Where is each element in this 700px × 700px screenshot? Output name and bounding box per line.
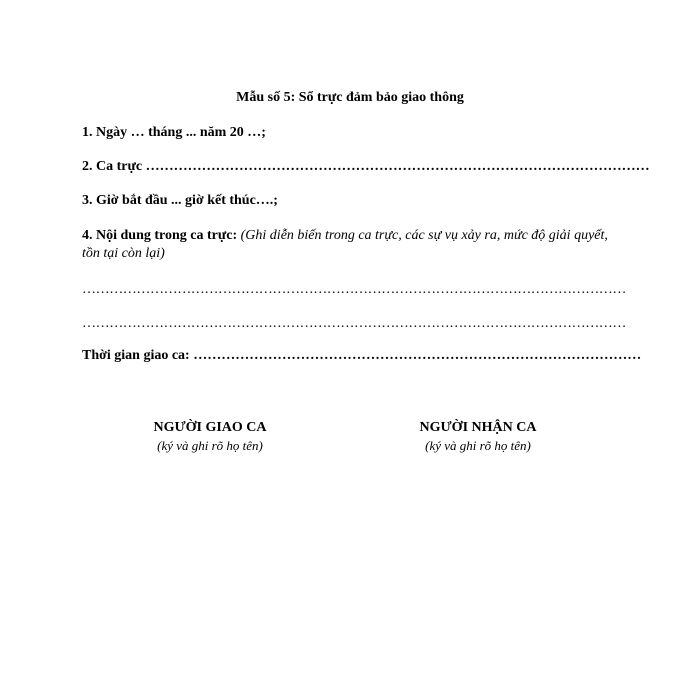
signature-block-right (378, 420, 578, 454)
time-line: 3. Giờ bắt đầu ... giờ kết thúc….; (82, 193, 278, 208)
dots-line-1: ………………………………………………………………………………………………………… (82, 282, 627, 297)
date-line: 1. Ngày … tháng ... năm 20 …; (82, 125, 266, 140)
handover-person-title: NGƯỜI GIAO CA (153, 420, 267, 435)
handover-person-note: (ký và ghi rõ họ tên) (157, 438, 263, 453)
content-instruction: (Ghi diễn biến trong ca trực, các sự vụ xảy ra, mức độ giải quyết, tồn tại còn lại) (82, 228, 608, 261)
signature-block-left (110, 420, 310, 454)
dots-line-2: ………………………………………………………………………………………………………… (82, 316, 627, 331)
handover-time-line: Thời gian giao ca: …………………………………………………………………………………… (82, 348, 642, 363)
document-title: Mẫu số 5: Sổ trực đảm bảo giao thông (236, 90, 464, 105)
shift-line: 2. Ca trực ……………………………………………………………………………………………… (82, 159, 650, 174)
receiver-person-title: NGƯỜI NHẬN CA (419, 420, 537, 435)
content-label: 4. Nội dung trong ca trực: (82, 228, 238, 243)
receiver-person-note: (ký và ghi rõ họ tên) (425, 438, 531, 453)
content-line (82, 227, 612, 263)
